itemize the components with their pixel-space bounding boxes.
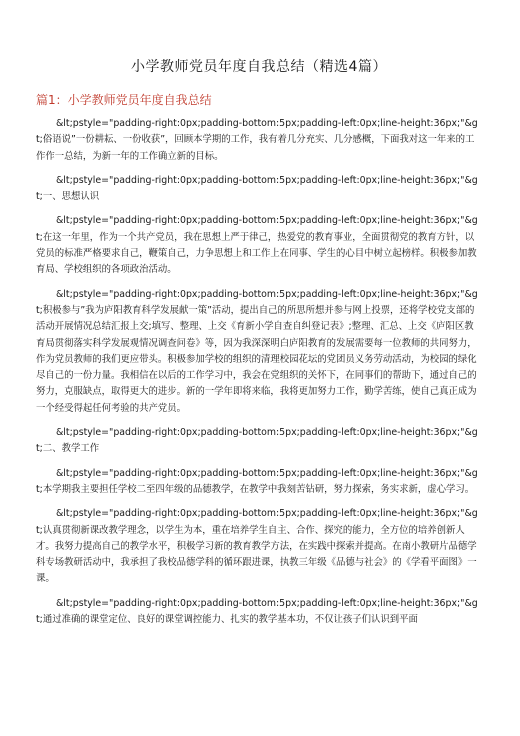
paragraph: &lt;pstyle="padding-right:0px;padding-bottom:5px;padding-left:0px;line-height:36px;"&gt;在这一年里，作为一个共产党员，我在思想上严于律己，热爱党的教育事业，全面贯彻党的教育方针，以党员的标准严格要求自己，鞭策自己，力争思想上和工作上在同事、学生的心目中树立起榜样。积极参加教育局、学校组织的各项政治活动。 <box>36 215 478 276</box>
paragraph: &lt;pstyle="padding-right:0px;padding-bottom:5px;padding-left:0px;line-height:36px;"&gt;一、思想认识 <box>36 174 478 203</box>
section-heading: 篇1：小学教师党员年度自我总结 <box>36 93 212 107</box>
paragraph: &lt;pstyle="padding-right:0px;padding-bottom:5px;padding-left:0px;line-height:36px;"&gt;本学期我主要担任学校二至四年级的品德教学，在教学中我刻苦钻研，努力探索，务实求新，虚心学习。 <box>36 467 478 495</box>
paragraph: &lt;pstyle="padding-right:0px;padding-bottom:5px;padding-left:0px;line-height:36px;"&gt;俗语说”一份耕耘、一份收获”，回顾本学期的工作，我有着几分充实、几分感概，下面我对这一年来的工作作一总结，为新一年的工作确立新的目标。 <box>36 118 478 162</box>
paragraph: &lt;pstyle="padding-right:0px;padding-bottom:5px;padding-left:0px;line-height:36px;"&gt;积极参与”我为庐阳教育科学发展献一策”活动，提出自己的所思所想并参与网上投票，还将学校党支部的活动开展情况总结汇报上交;填写、整理、上交《育新小学自查自纠登记表》;整理、汇总、上交《庐阳区教育局贯彻落实科学发展观情况调查问卷》等，因为我深深明白庐阳教育的发展需要每一位教师的共同努力，作为党员教师的我们更应带头。积极参加学校的组织的清理校园花坛的党团员义务劳动活动，为校园的绿化尽自己的一份力量。我相信在以后的工作学习中，我会在党组织的关怀下，在同事们的帮助下，通过自己的努力，克服缺点，取得更大的进步。新的一学年即将来临，我将更加努力工作，勤学苦练，使自己真正成为一个经受得起任何考验的共产党员。 <box>36 288 478 414</box>
paragraph: &lt;pstyle="padding-right:0px;padding-bottom:5px;padding-left:0px;line-height:36px;"&gt;二、教学工作 <box>36 427 478 455</box>
page-title: 小学教师党员年度自我总结（精选4篇） <box>131 59 387 75</box>
paragraph: &lt;pstyle="padding-right:0px;padding-bottom:5px;padding-left:0px;line-height:36px;"&gt;通过准确的课堂定位、良好的课堂调控能力、扎实的教学基本功，不仅让孩子们认识到平面 <box>36 597 478 626</box>
paragraph: &lt;pstyle="padding-right:0px;padding-bottom:5px;padding-left:0px;line-height:36px;"&gt;认真贯彻新课改教学理念，以学生为本，重在培养学生自主、合作、探究的能力，全方位的培养创新人才。我努力提高自己的教学水平，积极学习新的教育教学方法，在实践中探索并提高。在南小教研片品德学科专场教研活动中，我承担了我校品德学科的循环跟进课，执教三年级《品德与社会》的《学看平面图》一课。 <box>36 508 478 585</box>
